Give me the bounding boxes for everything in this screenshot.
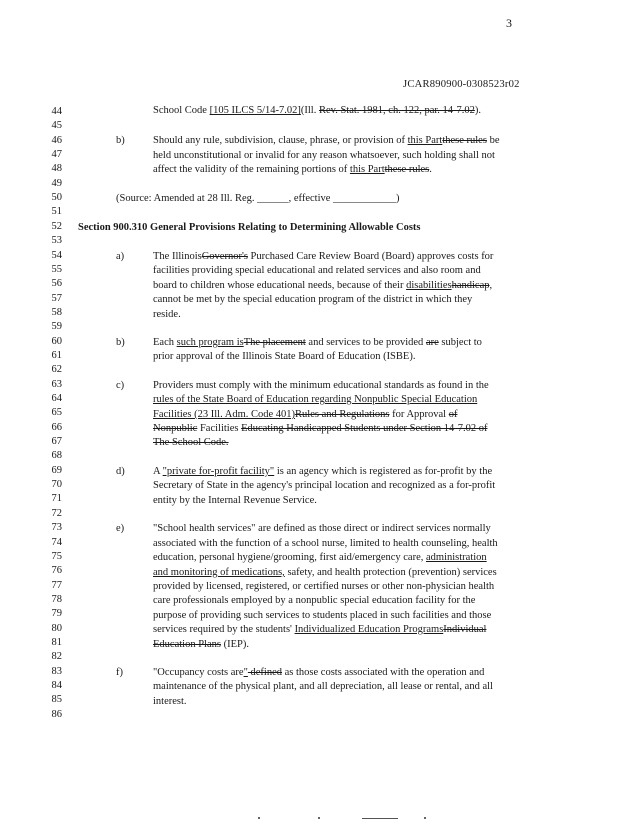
inserted-text: rules of the State Board of Education regarding Nonpublic Special Education: [153, 394, 478, 405]
item-d-line-2: Secretary of State in the agency's principal location and recognized as a for-profit: [153, 480, 496, 491]
page-number-mark: 3: [506, 16, 512, 30]
inserted-text: [105 ILCS 5/14-7.02]: [209, 105, 301, 116]
item-c-line-1: Providers must comply with the minimum educational standards as found in the: [153, 380, 489, 391]
inserted-text: ": [243, 667, 248, 678]
inserted-text: Facilities (23 Ill. Adm. Code 401): [153, 409, 296, 420]
line-number: 50: [51, 192, 62, 204]
item-c-line-5: [153, 437, 229, 448]
inserted-text: this Part: [349, 164, 385, 175]
item-e-line-2: associated with the function of a school nurse, limited to health counseling, health: [153, 538, 498, 549]
item-b-line-2: held unconstitutional or invalid for any reason whatsoever, such holding shall not: [153, 150, 495, 161]
document-id: JCAR890900-0308523r02: [403, 79, 520, 90]
item-c-line-4: Nonpublic Facilities Educating Handicapped Students under Section 14-7.02 of: [153, 423, 488, 434]
line-number: 79: [51, 608, 62, 620]
line-number: 68: [51, 450, 62, 462]
line-number: 49: [51, 177, 62, 189]
item-letter: d): [116, 466, 125, 477]
item-letter: b): [116, 337, 125, 348]
inserted-text: this Part: [407, 135, 443, 146]
item-letter: e): [116, 523, 125, 534]
item-b2-line-1: Each such program isThe placement and services to be provided are subject to: [153, 337, 482, 348]
item-f-line-2: maintenance of the physical plant, and all depreciation, all lease or rental, and all: [153, 681, 493, 692]
item-a-line-5: reside.: [153, 309, 181, 320]
line-number: 47: [51, 149, 62, 161]
line-number: 77: [51, 579, 62, 591]
inserted-text: "private for-profit facility": [162, 466, 275, 477]
item-b-line-3: affect the validity of the remaining portions of this Partthese rules.: [153, 164, 432, 175]
item-letter: b): [116, 135, 125, 146]
item-letter: c): [116, 380, 125, 391]
deleted-text: these rules: [442, 135, 487, 146]
line-number: 55: [51, 263, 62, 275]
item-e-line-6: care professionals employed by a nonpublic special education facility for the: [153, 595, 476, 606]
line-number: 46: [51, 134, 62, 146]
item-a-line-4: cannot be met by the special education program of the district in which they: [153, 294, 473, 305]
line-number: 69: [51, 464, 62, 476]
item-e-line-8: services required by the students' Individualized Education ProgramsIndividual: [153, 624, 487, 635]
line-number: 80: [51, 622, 62, 634]
item-f-line-3: interest.: [153, 696, 187, 707]
deleted-text: of: [448, 409, 458, 420]
line-number: 53: [51, 235, 62, 247]
line-number: 70: [51, 479, 62, 491]
deleted-text: Rev. Stat. 1981, ch. 122, par. 14-7.02: [318, 105, 475, 116]
line-number: 72: [51, 507, 62, 519]
line-number: 48: [51, 163, 62, 175]
line-number: 58: [51, 306, 62, 318]
item-e-line-9: Education Plans (IEP).: [153, 639, 249, 650]
deleted-text: Education Plans: [153, 639, 221, 650]
item-c-line-3: Facilities (23 Ill. Adm. Code 401)Rules and Regulations for Approval of: [153, 409, 458, 420]
inserted-text: Individualized Education Programs: [294, 624, 444, 635]
line-number: 84: [51, 680, 62, 691]
line-number: 63: [51, 378, 62, 390]
inserted-text: disabilities: [406, 280, 452, 291]
line-number: 86: [51, 708, 62, 720]
deleted-text: Individual: [443, 624, 487, 635]
line-number: 71: [51, 493, 62, 505]
item-a-line-3: board to children whose educational needs, because of their disabilitieshandicap,: [153, 280, 493, 291]
deleted-text: Rules and Regulations: [295, 409, 390, 420]
deleted-text: Nonpublic: [153, 423, 198, 434]
item-letter: a): [116, 251, 125, 262]
line-number: 85: [51, 694, 62, 706]
deleted-text: these rules: [384, 164, 430, 175]
deleted-text: The placement: [243, 337, 306, 348]
line-number: 44: [51, 106, 62, 117]
line-number: 81: [51, 636, 62, 648]
deleted-text: Governor's: [201, 251, 248, 262]
line-number: 62: [51, 364, 62, 376]
footer-mark: [258, 817, 260, 819]
item-d-line-1: A "private for-profit facility" is an agency which is registered as for-profit by the: [153, 466, 493, 477]
line-number: 60: [51, 335, 62, 347]
item-a-line-2: facilities providing special educational and related services and also room and: [153, 265, 481, 276]
item-b-line-1: Should any rule, subdivision, clause, phrase, or provision of this Partthese rules be: [153, 135, 500, 146]
section-heading: Section 900.310 General Provisions Relating to Determining Allowable Costs: [78, 222, 421, 233]
item-e-line-7: purpose of providing such services to students placed in such facilities and those: [153, 610, 492, 621]
line-number: 73: [51, 522, 62, 534]
deleted-text: are: [425, 337, 439, 348]
footer-rule: [362, 818, 398, 819]
item-f-line-1: "Occupancy costs are" defined as those costs associated with the operation and: [153, 667, 485, 678]
line-number: 54: [51, 249, 62, 261]
line-number: 65: [51, 407, 62, 419]
line-number: 76: [51, 565, 62, 577]
footer-mark: [424, 817, 426, 819]
line-number: 56: [51, 278, 62, 290]
source-note: (Source: Amended at 28 Ill. Reg. ______, effective ____________): [116, 193, 400, 204]
item-e-line-3: education, personal hygiene/grooming, first aid/emergency care, administration: [153, 552, 487, 563]
line-number: 45: [51, 120, 62, 132]
code-citation: School Code [105 ILCS 5/14-7.02](Ill. Rev. Stat. 1981, ch. 122, par. 14-7.02).: [153, 105, 482, 116]
item-d-line-3: entity by the Internal Revenue Service.: [153, 495, 317, 506]
inserted-text: such program is: [176, 337, 244, 348]
item-e-line-4: and monitoring of medications, safety, and health protection (prevention) services: [153, 567, 497, 578]
item-letter: f): [116, 667, 123, 678]
inserted-text: and monitoring of medications,: [153, 567, 285, 578]
line-number: 75: [51, 550, 62, 562]
deleted-text: Educating Handicapped Students under Section 14-7.02 of: [241, 423, 488, 434]
item-e-line-1: "School health services" are defined as those direct or indirect services normally: [153, 523, 491, 534]
line-number: 61: [51, 349, 62, 361]
item-e-line-5: provided by licensed, registered, or certified nurses or other non-physician health: [153, 581, 495, 592]
deleted-text: The School Code.: [153, 437, 229, 448]
line-number: 51: [51, 206, 62, 218]
line-number: 83: [51, 665, 62, 677]
item-a-line-1: The IllinoisGovernor's Purchased Care Review Board (Board) approves costs for: [153, 251, 494, 262]
footer-mark: [318, 817, 320, 819]
effective-date-blank: ____________: [333, 193, 397, 204]
line-number: 52: [51, 220, 62, 232]
line-number: 67: [51, 436, 62, 448]
inserted-text: administration: [426, 552, 487, 563]
line-number: 59: [51, 321, 62, 333]
item-c-line-2: [153, 394, 477, 405]
line-number: 66: [51, 421, 62, 433]
deleted-text: handicap: [451, 280, 490, 291]
deleted-text: defined: [247, 667, 282, 678]
line-number: 74: [51, 536, 62, 548]
line-number: 78: [51, 593, 62, 605]
line-number: 82: [51, 651, 62, 663]
line-number: 64: [51, 393, 62, 404]
line-number: 57: [51, 292, 62, 304]
item-b2-line-2: prior approval of the Illinois State Board of Education (ISBE).: [153, 351, 416, 362]
